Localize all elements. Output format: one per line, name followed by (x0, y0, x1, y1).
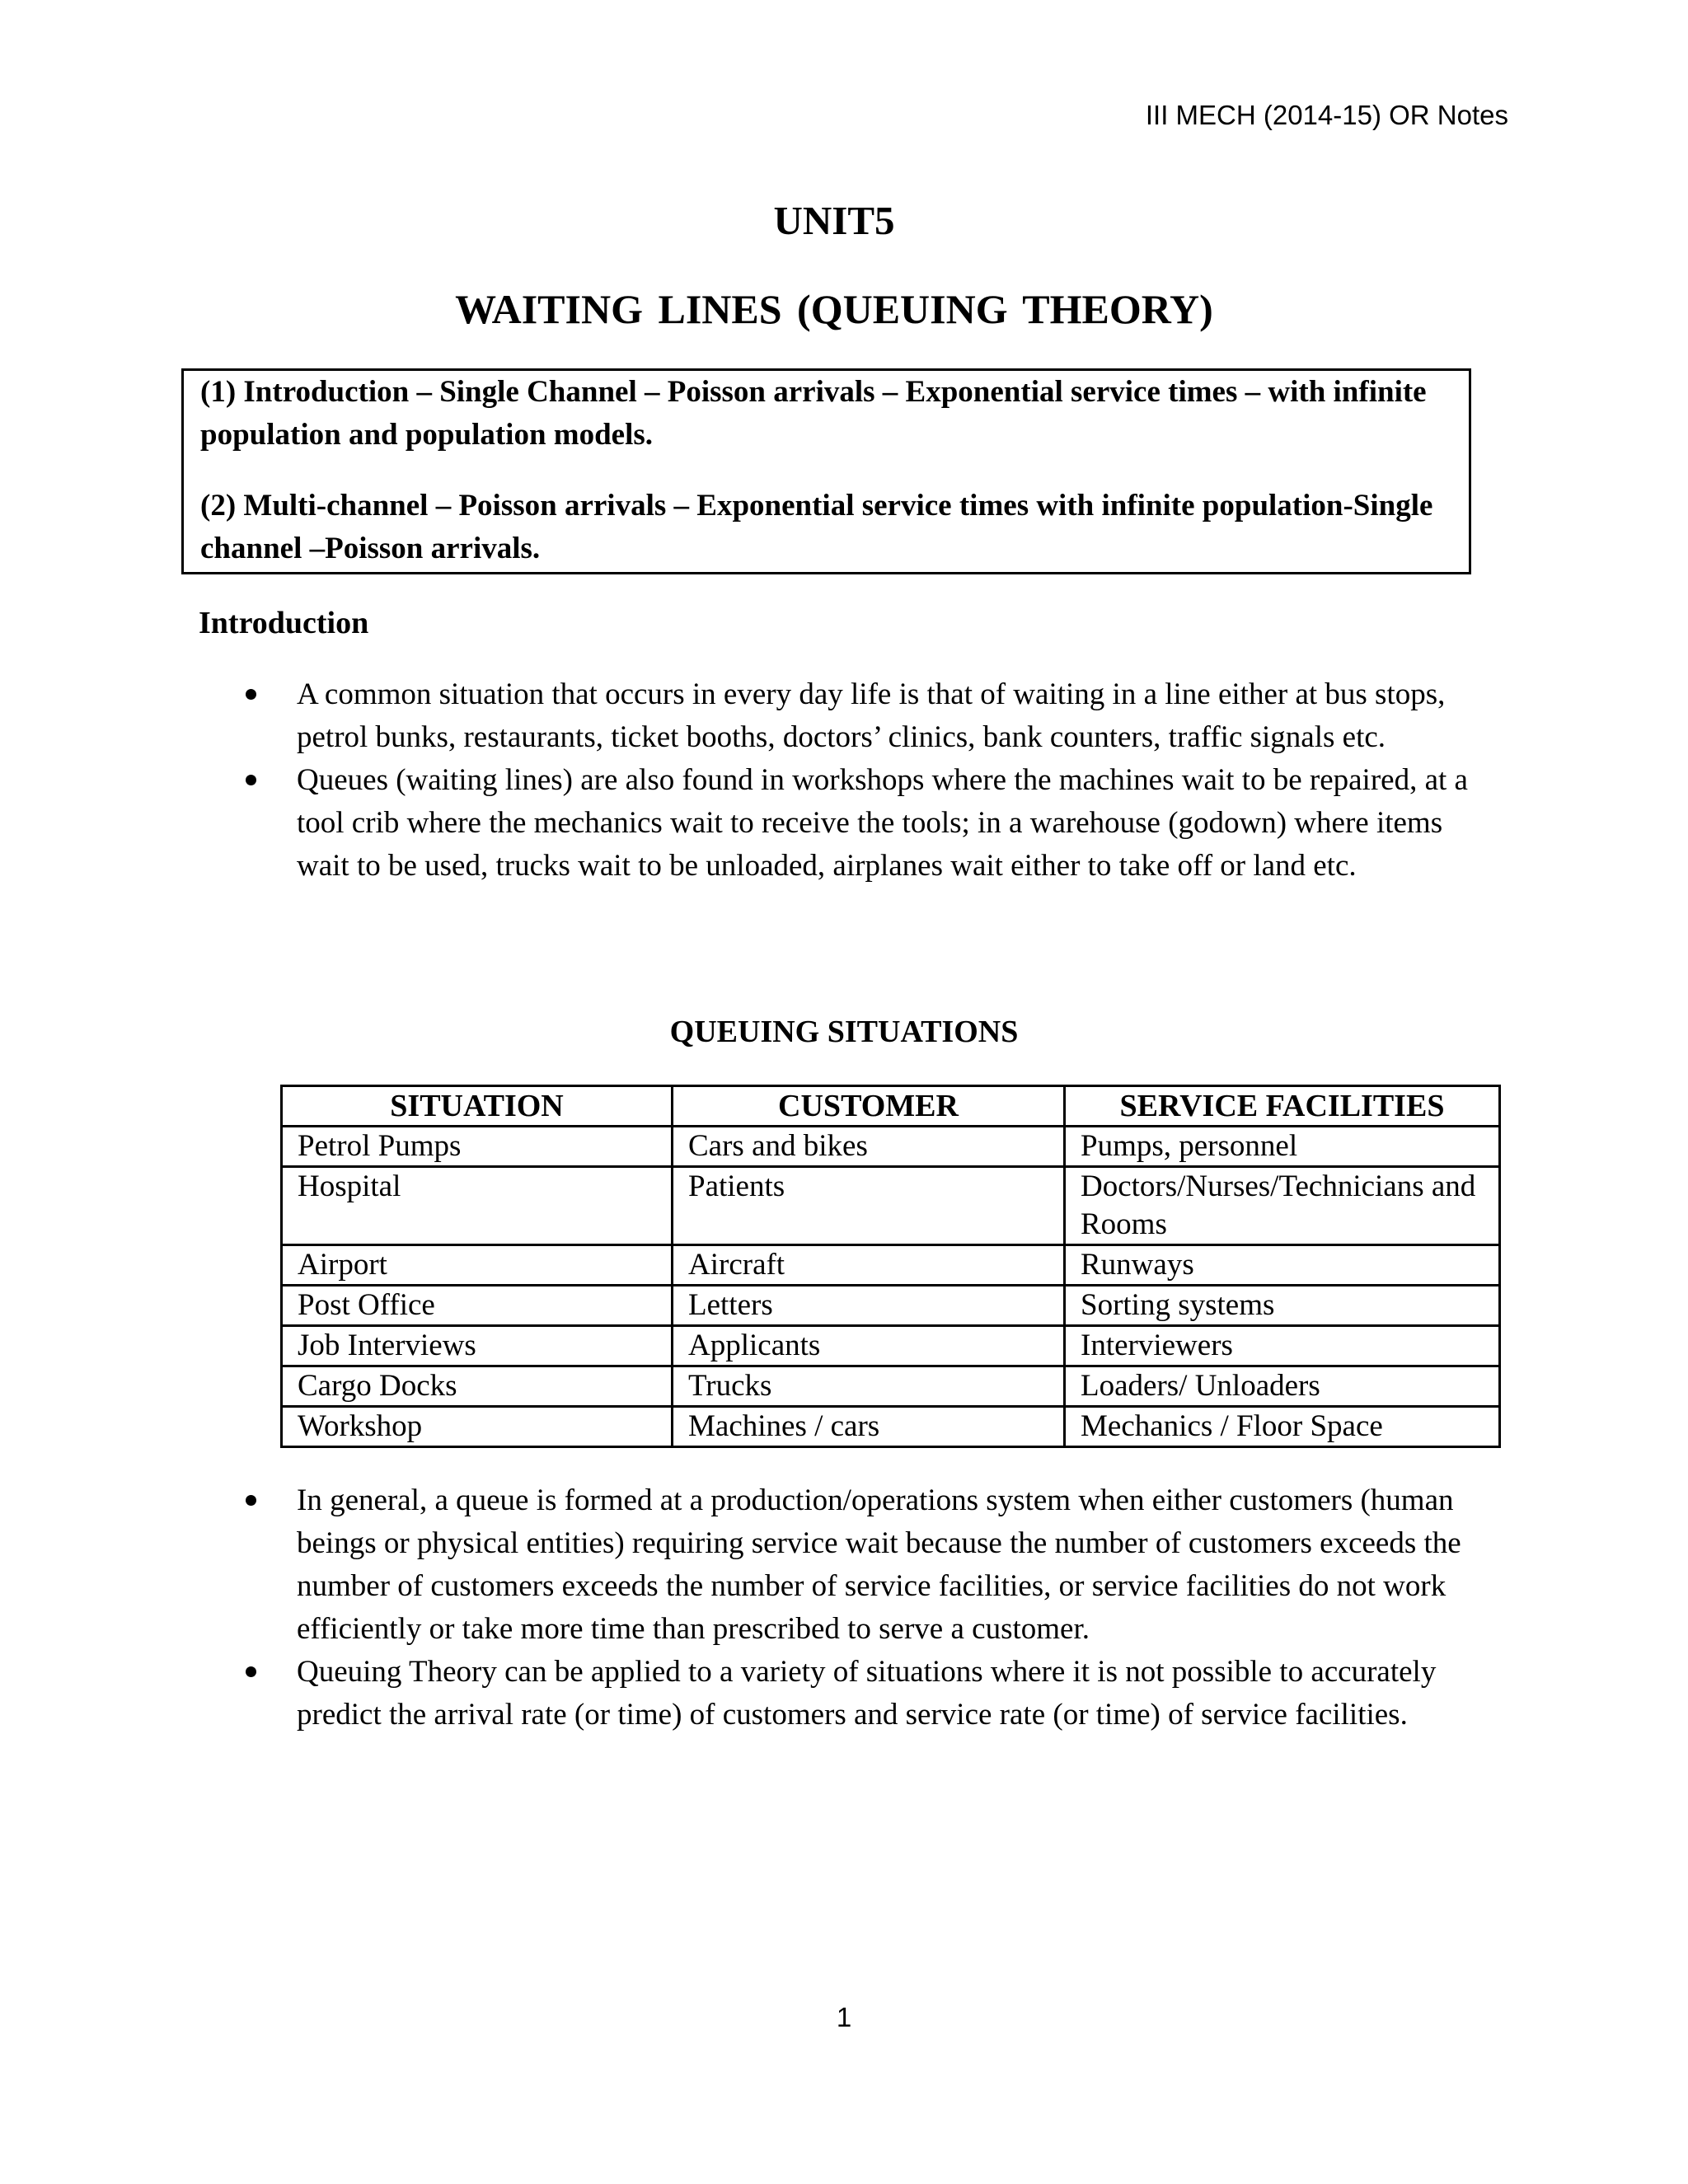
list-item (0, 1651, 1500, 1736)
table-cell: Cargo Docks (282, 1366, 673, 1407)
table-cell: Trucks (673, 1366, 1065, 1407)
column-header-customer: CUSTOMER (673, 1086, 1065, 1127)
list-item (0, 673, 1500, 759)
table-row (282, 1366, 1500, 1407)
table-title: QUEUING SITUATIONS (669, 1015, 1019, 1049)
page-title: WAITING LINES (QUEUING THEORY) (455, 286, 1213, 332)
table-cell: Doctors/Nurses/Technicians and Rooms (1065, 1167, 1500, 1245)
table-row (282, 1326, 1500, 1366)
table-cell: Applicants (673, 1326, 1065, 1366)
table-cell: Post Office (282, 1286, 673, 1326)
table-cell: Workshop (282, 1407, 673, 1447)
list-item (0, 759, 1500, 888)
syllabus-item-2: (2) Multi-channel – Poisson arrivals – Exponential service times with infinite population-Single channel –Poisson arrivals. (200, 489, 1433, 565)
bullet-icon (246, 775, 256, 785)
header-note: III MECH (2014-15) OR Notes (1145, 100, 1508, 130)
queuing-situations-table (280, 1085, 1501, 1448)
table-cell: Runways (1065, 1245, 1500, 1286)
bullet-icon (246, 1495, 256, 1506)
syllabus-box (181, 368, 1471, 574)
table-cell: Interviewers (1065, 1326, 1500, 1366)
introduction-bullet-list (0, 673, 1688, 888)
bullet-text: Queues (waiting lines) are also found in workshops where the machines wait to be repaired, at a tool crib where the mechanics wait to receive the tools; in a warehouse (godown) where items wait to be used, trucks wait to be unloaded, airplanes wait either to take off or land etc. (297, 763, 1468, 883)
table-cell: Patients (673, 1167, 1065, 1245)
table-cell: Hospital (282, 1167, 673, 1245)
table-cell: Pumps, personnel (1065, 1127, 1500, 1167)
introduction-heading: Introduction (199, 606, 369, 640)
table-cell: Airport (282, 1245, 673, 1286)
table-cell: Machines / cars (673, 1407, 1065, 1447)
table-row (282, 1286, 1500, 1326)
table-cell: Cars and bikes (673, 1127, 1065, 1167)
table-cell: Petrol Pumps (282, 1127, 673, 1167)
table-cell: Job Interviews (282, 1326, 673, 1366)
bullet-icon (246, 689, 256, 700)
page-number: 1 (836, 2002, 852, 2032)
column-header-situation: SITUATION (282, 1086, 673, 1127)
general-bullet-list (0, 1479, 1688, 1736)
bullet-text: Queuing Theory can be applied to a variety of situations where it is not possible to accurately predict the arrival rate (or time) of customers and service rate (or time) of service facilities. (297, 1655, 1437, 1732)
list-item (0, 1479, 1500, 1651)
table-row (282, 1127, 1500, 1167)
column-header-service-facilities: SERVICE FACILITIES (1065, 1086, 1500, 1127)
table-row (282, 1407, 1500, 1447)
table-cell: Loaders/ Unloaders (1065, 1366, 1500, 1407)
table-cell: Letters (673, 1286, 1065, 1326)
table-cell: Aircraft (673, 1245, 1065, 1286)
table-header-row (282, 1086, 1500, 1127)
table-row (282, 1167, 1500, 1245)
bullet-icon (246, 1666, 256, 1677)
table-cell: Mechanics / Floor Space (1065, 1407, 1500, 1447)
table-row (282, 1245, 1500, 1286)
table-cell: Sorting systems (1065, 1286, 1500, 1326)
bullet-text: A common situation that occurs in every day life is that of waiting in a line either at bus stops, petrol bunks, restaurants, ticket booths, doctors’ clinics, bank counters, traffic signals etc. (297, 677, 1446, 754)
bullet-text: In general, a queue is formed at a production/operations system when either customers (human beings or physical entities) requiring service wait because the number of customers exceeds the number of customers exceeds the number of service facilities, or service facilities do not work efficiently or take more time than prescribed to serve a customer. (297, 1483, 1461, 1646)
unit-title: UNIT5 (773, 198, 895, 243)
syllabus-item-1: (1) Introduction – Single Channel – Poisson arrivals – Exponential service times – with infinite population and population models. (200, 375, 1427, 452)
